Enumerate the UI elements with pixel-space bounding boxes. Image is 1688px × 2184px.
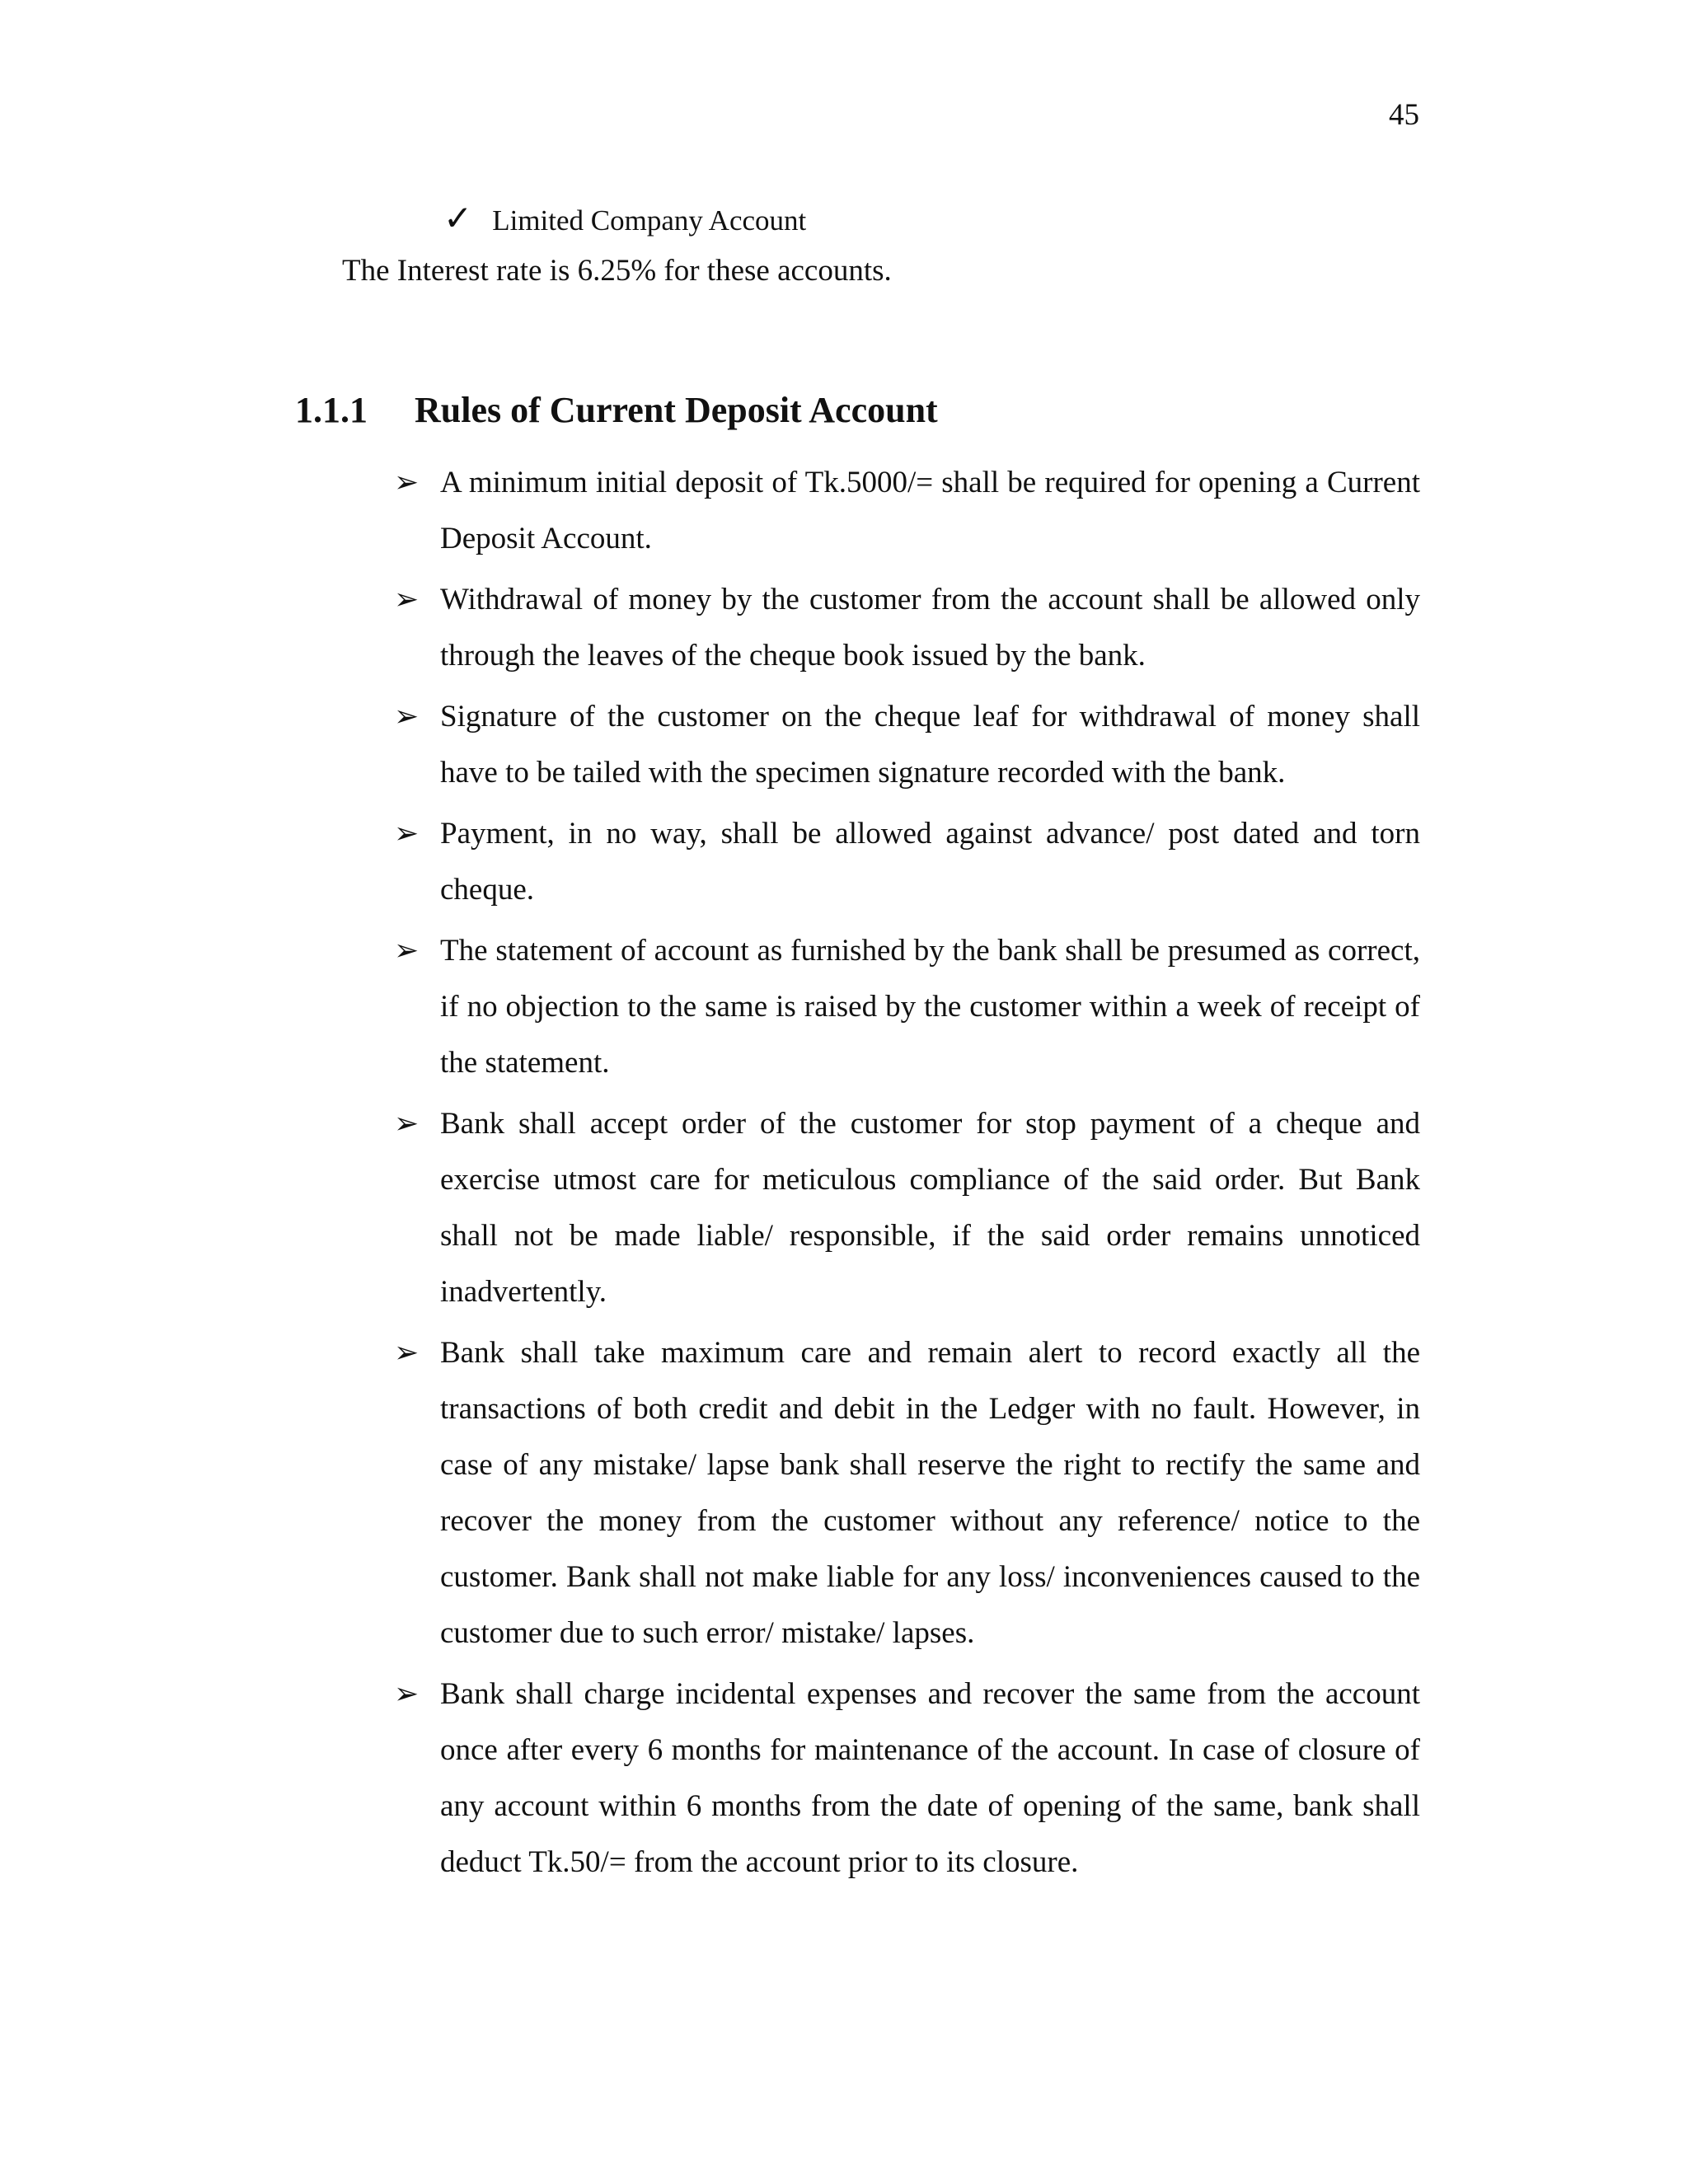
rule-item	[394, 923, 1420, 1091]
rule-item	[394, 1666, 1420, 1891]
arrowhead-bullet-icon: ➢	[394, 1336, 420, 1370]
arrowhead-bullet-icon: ➢	[394, 1677, 420, 1711]
arrowhead-bullet-icon: ➢	[394, 583, 420, 616]
rule-item	[394, 1096, 1420, 1320]
rule-text: Signature of the customer on the cheque leaf for withdrawal of money shall have to be tailed with the specimen signature recorded with the bank.	[440, 700, 1420, 790]
check-list-item	[443, 198, 806, 238]
rule-text: Bank shall accept order of the customer for stop payment of a cheque and exercise utmost care for meticulous compliance of the said order. But Bank shall not be made liable/ responsible, if the said order remains unnoticed inadvertently.	[440, 1107, 1420, 1309]
rule-item	[394, 572, 1420, 684]
check-item-label: Limited Company Account	[492, 204, 807, 237]
rule-text: Payment, in no way, shall be allowed against advance/ post dated and torn cheque.	[440, 817, 1420, 907]
rule-text: Bank shall charge incidental expenses and recover the same from the account once after every 6 months for maintenance of the account. In case of closure of any account within 6 months from the date of opening of the same, bank shall deduct Tk.50/= from the account prior to its closure.	[440, 1677, 1420, 1879]
rule-item	[394, 1325, 1420, 1661]
section-heading	[295, 389, 938, 431]
section-title: Rules of Current Deposit Account	[415, 390, 938, 430]
interest-rate-text: The Interest rate is 6.25% for these accounts.	[342, 254, 892, 288]
arrowhead-bullet-icon: ➢	[394, 817, 420, 851]
section-number: 1.1.1	[295, 390, 368, 430]
rule-item	[394, 689, 1420, 801]
rule-text: A minimum initial deposit of Tk.5000/= shall be required for opening a Current Deposit Account.	[440, 466, 1420, 555]
rule-text: The statement of account as furnished by the bank shall be presumed as correct, if no objection to the same is raised by the customer within a week of receipt of the statement.	[440, 934, 1420, 1080]
page-number: 45	[1389, 98, 1419, 132]
checkmark-icon: ✓	[443, 198, 473, 238]
arrowhead-bullet-icon: ➢	[394, 700, 420, 733]
arrowhead-bullet-icon: ➢	[394, 934, 420, 968]
arrowhead-bullet-icon: ➢	[394, 1107, 420, 1141]
rule-item	[394, 455, 1420, 567]
rule-text: Bank shall take maximum care and remain alert to record exactly all the transactions of both credit and debit in the Ledger with no fault. However, in case of any mistake/ lapse bank shall reserve the right to rectify the same and recover the money from the customer without any reference/ notice to the customer. Bank shall not make liable for any loss/ inconveniences caused to the customer due to such error/ mistake/ lapses.	[440, 1336, 1420, 1650]
rule-item	[394, 806, 1420, 918]
rule-text: Withdrawal of money by the customer from the account shall be allowed only through the leaves of the cheque book issued by the bank.	[440, 583, 1420, 673]
rules-list	[394, 455, 1420, 1896]
arrowhead-bullet-icon: ➢	[394, 466, 420, 499]
